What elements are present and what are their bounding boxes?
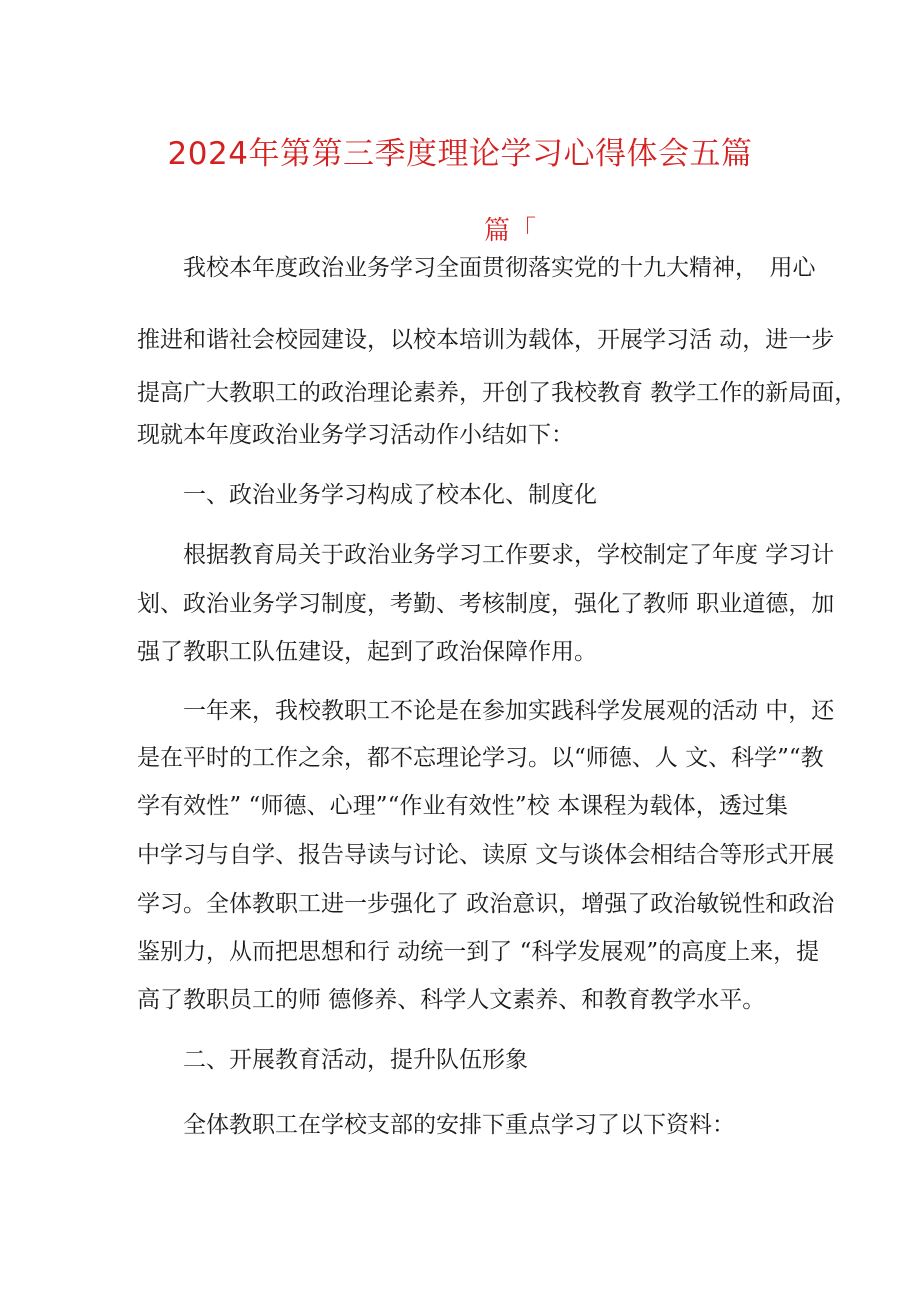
paragraph-1-line-2: 推进和谐社会校园建设，以校本培训为载体，开展学习活 动，进一步 bbox=[137, 327, 835, 353]
paragraph-2-line-3: 强了教职工队伍建设，起到了政治保障作用。 bbox=[137, 639, 597, 665]
paragraph-3-line-6: 鉴别力，从而把思想和行 动统一到了 “科学发展观”的高度上来，提 bbox=[137, 939, 820, 965]
document-subtitle: 篇「 bbox=[484, 216, 537, 246]
paragraph-3-line-4: 中学习与自学、报告导读与讨论、读原 文与谈体会相结合等形式开展 bbox=[137, 842, 835, 868]
paragraph-2-line-1: 根据教育局关于政治业务学习工作要求，学校制定了年度 学习计 bbox=[183, 542, 835, 568]
section-heading-1: 一、政治业务学习构成了校本化、制度化 bbox=[183, 482, 597, 508]
section-heading-2: 二、开展教育活动，提升队伍形象 bbox=[183, 1047, 528, 1073]
paragraph-3-line-1: 一年来，我校教职工不论是在参加实践科学发展观的活动 中，还 bbox=[183, 698, 835, 724]
paragraph-3-line-2: 是在平时的工作之余，都不忘理论学习。以“师德、人 文、科学”“教 bbox=[137, 745, 824, 771]
paragraph-3-line-3: 学有效性” “师德、心理”“作业有效性”校 本课程为载体，透过集 bbox=[137, 793, 788, 819]
document-title: 2024年第第三季度理论学习心得体会五篇 bbox=[167, 136, 753, 172]
paragraph-2-line-2: 划、政治业务学习制度，考勤、考核制度，强化了教师 职业道德，加 bbox=[137, 591, 835, 617]
paragraph-3-line-7: 高了教职员工的师 德修养、科学人文素养、和教育教学水平。 bbox=[137, 987, 766, 1013]
paragraph-1-line-1: 我校本年度政治业务学习全面贯彻落实党的十九大精神， 用心 bbox=[183, 255, 816, 281]
paragraph-3-line-5: 学习。全体教职工进一步强化了 政治意识，增强了政治敏锐性和政治 bbox=[137, 891, 835, 917]
paragraph-1-line-4: 现就本年度政治业务学习活动作小结如下： bbox=[137, 422, 574, 448]
paragraph-1-line-3: 提高广大教职工的政治理论素养，开创了我校教育 教学工作的新局面， bbox=[137, 380, 858, 406]
paragraph-4-line-1: 全体教职工在学校支部的安排下重点学习了以下资料： bbox=[183, 1112, 735, 1138]
